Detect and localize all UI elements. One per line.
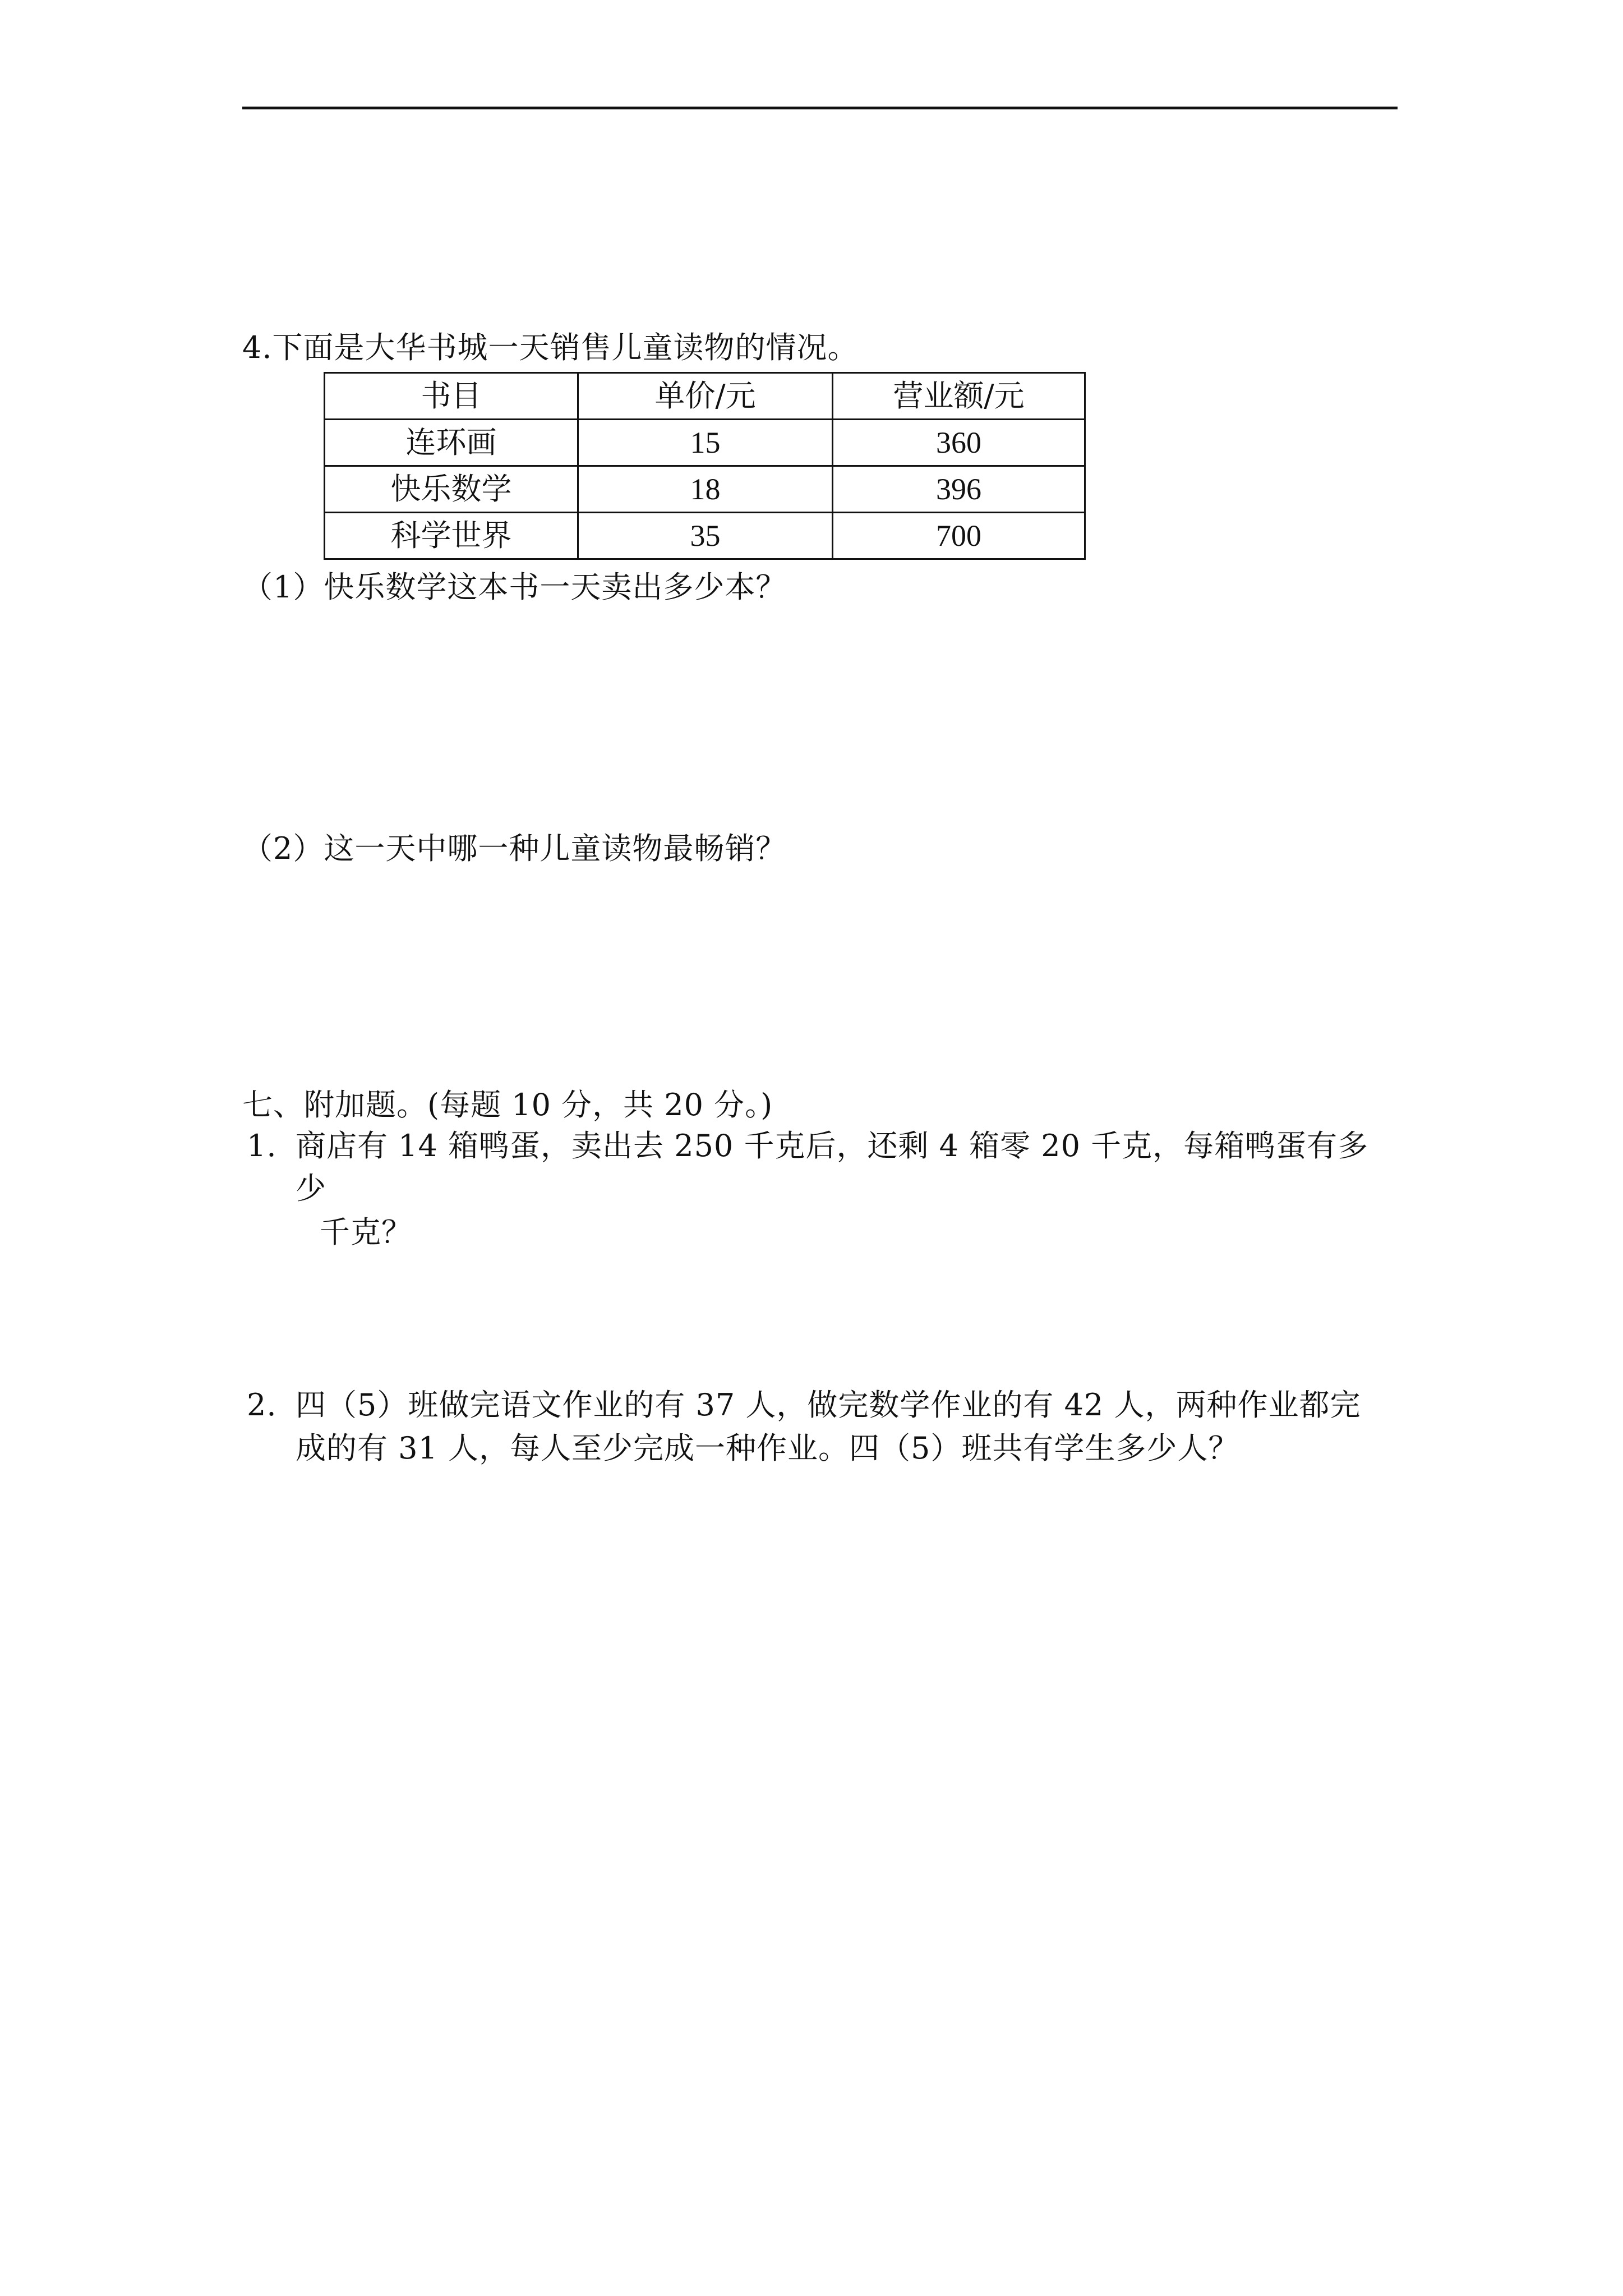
header-rule [242, 107, 1398, 109]
unit-price-cell: 18 [578, 466, 833, 513]
book-title-cell: 科学世界 [325, 513, 578, 559]
book-title-cell: 连环画 [325, 420, 578, 466]
header-book-title: 书目 [325, 373, 578, 420]
bonus-question-1-line-1: 商店有 14 箱鸭蛋，卖出去 250 千克后，还剩 4 箱零 20 千克，每箱鸭蛋有多 [296, 1128, 1369, 1163]
bonus-question-2-line-2: 成的有 31 人，每人至少完成一种作业。四（5）班共有学生多少人？ [296, 1430, 1239, 1466]
section-7-heading: 七、附加题。(每题 10 分，共 20 分。) [242, 1087, 773, 1122]
bonus-question-1-number: 1. [247, 1128, 277, 1163]
question-4-sub-2: （2）这一天中哪一种儿童读物最畅销？ [242, 831, 787, 866]
unit-price-cell: 35 [578, 513, 833, 559]
sales-table [324, 372, 1086, 560]
header-revenue: 营业额/元 [833, 373, 1085, 420]
bonus-question-2-number: 2. [247, 1387, 277, 1423]
table-row [325, 466, 1085, 513]
question-4-sub-1: （1）快乐数学这本书一天卖出多少本？ [242, 569, 787, 605]
table-row [325, 513, 1085, 559]
unit-price-cell: 15 [578, 420, 833, 466]
book-title-cell: 快乐数学 [325, 466, 578, 513]
revenue-cell: 700 [833, 513, 1085, 559]
revenue-cell: 360 [833, 420, 1085, 466]
header-unit-price: 单价/元 [578, 373, 833, 420]
revenue-cell: 396 [833, 466, 1085, 513]
table-header-row [325, 373, 1085, 420]
bonus-question-1-line-3: 千克？ [320, 1214, 412, 1250]
bonus-question-1-line-2: 少 [296, 1171, 326, 1206]
bonus-question-2-line-1: 四（5）班做完语文作业的有 37 人，做完数学作业的有 42 人，两种作业都完 [296, 1387, 1361, 1423]
question-4-intro: 4.下面是大华书城一天销售儿童读物的情况。 [242, 330, 859, 365]
table-row [325, 420, 1085, 466]
